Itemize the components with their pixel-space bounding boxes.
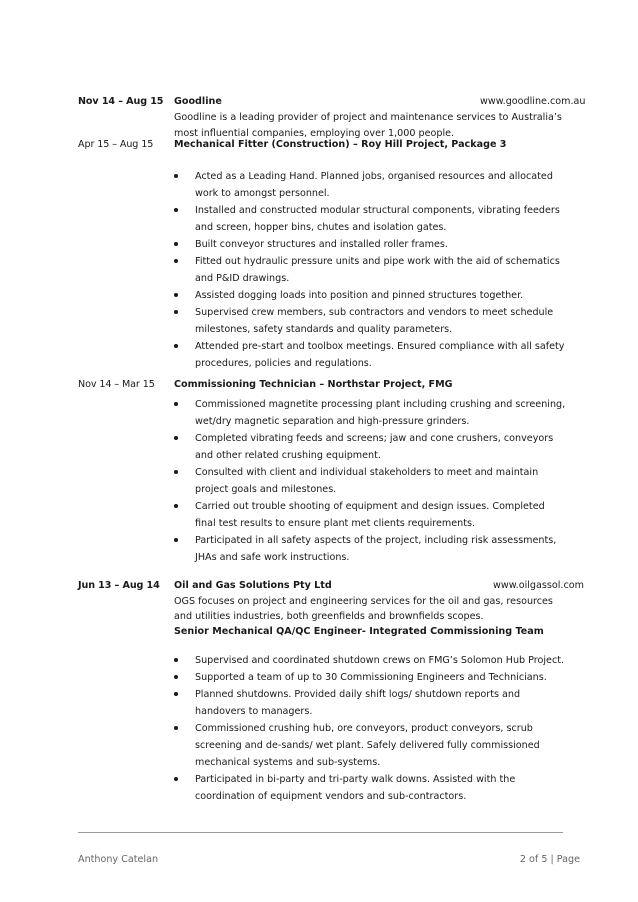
bullet-icon — [174, 675, 178, 679]
footer-author: Anthony Catelan — [78, 854, 159, 865]
bullet-icon — [174, 692, 178, 696]
footer-page-number: 2 of 5 | Page — [519, 854, 580, 865]
bullet-line: Supervised crew members, sub contractors and vendors to meet schedule — [195, 307, 554, 318]
footer-divider — [78, 832, 563, 833]
bullet-icon — [174, 538, 178, 542]
bullet-icon — [174, 726, 178, 730]
bullet-line: Carried out trouble shooting of equipment and design issues. Completed — [195, 501, 545, 512]
bullet-line: Completed vibrating feeds and screens; jaw and cone crushers, conveyors — [195, 433, 554, 444]
bullet-line: Consulted with client and individual stakeholders to meet and maintain — [195, 467, 539, 478]
bullet-icon — [174, 174, 178, 178]
bullet-line: Acted as a Leading Hand. Planned jobs, organised resources and allocated — [195, 171, 553, 182]
entry-date: Apr 15 – Aug 15 — [78, 139, 154, 150]
bullet-icon — [174, 402, 178, 406]
bullet-line: Participated in bi-party and tri-party walk downs. Assisted with the — [195, 774, 516, 785]
bullet-line: Installed and constructed modular structural components, vibrating feeders — [195, 205, 560, 216]
bullet-line: Participated in all safety aspects of the project, including risk assessments, — [195, 535, 557, 546]
bullet-line: wet/dry magnetic separation and high-pressure grinders. — [195, 416, 470, 427]
company-url[interactable]: www.goodline.com.au — [480, 96, 586, 107]
bullet-icon — [174, 658, 178, 662]
company-name: Oil and Gas Solutions Pty Ltd — [174, 580, 332, 591]
bullet-line: Attended pre-start and toolbox meetings. Ensured compliance with all safety — [195, 341, 565, 352]
bullet-line: Built conveyor structures and installed roller frames. — [195, 239, 448, 250]
role-title: Senior Mechanical QA/QC Engineer- Integrated Commissioning Team — [174, 626, 544, 637]
entry-date: Nov 14 – Mar 15 — [78, 379, 155, 390]
bullet-line: work to amongst personnel. — [195, 188, 330, 199]
bullet-line: Planned shutdowns. Provided daily shift logs/ shutdown reports and — [195, 689, 521, 700]
bullet-icon — [174, 242, 178, 246]
bullet-line: procedures, policies and regulations. — [195, 358, 372, 369]
bullet-line: coordination of equipment vendors and sub-contractors. — [195, 791, 467, 802]
bullet-line: Commissioned magnetite processing plant including crushing and screening, — [195, 399, 566, 410]
bullet-line: mechanical systems and sub-systems. — [195, 757, 381, 768]
bullet-icon — [174, 436, 178, 440]
bullet-icon — [174, 208, 178, 212]
bullet-line: Supported a team of up to 30 Commissioning Engineers and Technicians. — [195, 672, 547, 683]
bullet-line: Supervised and coordinated shutdown crews on FMG’s Solomon Hub Project. — [195, 655, 565, 666]
company-url[interactable]: www.oilgassol.com — [493, 580, 584, 591]
company-name: Goodline — [174, 96, 222, 107]
bullet-line: and other related crushing equipment. — [195, 450, 381, 461]
company-description-line: Goodline is a leading provider of project and maintenance services to Australia’s — [174, 112, 562, 123]
bullet-line: Assisted dogging loads into position and pinned structures together. — [195, 290, 524, 301]
bullet-icon — [174, 310, 178, 314]
bullet-line: final test results to ensure plant met clients requirements. — [195, 518, 476, 529]
bullet-line: and screen, hopper bins, chutes and isolation gates. — [195, 222, 447, 233]
bullet-line: handovers to managers. — [195, 706, 313, 717]
bullet-icon — [174, 344, 178, 348]
bullet-icon — [174, 259, 178, 263]
bullet-line: screening and de-sands/ wet plant. Safely delivered fully commissioned — [195, 740, 540, 751]
bullet-line: Commissioned crushing hub, ore conveyors, product conveyors, scrub — [195, 723, 533, 734]
company-description-line: most influential companies, employing over 1,000 people. — [174, 128, 455, 139]
company-description-line: and utilities industries, both greenfields and brownfields scopes. — [174, 611, 484, 622]
bullet-line: and P&ID drawings. — [195, 273, 290, 284]
bullet-icon — [174, 293, 178, 297]
bullet-icon — [174, 504, 178, 508]
role-title: Commissioning Technician – Northstar Project, FMG — [174, 379, 453, 390]
entry-date: Nov 14 – Aug 15 — [78, 96, 164, 107]
bullet-icon — [174, 470, 178, 474]
role-title: Mechanical Fitter (Construction) – Roy Hill Project, Package 3 — [174, 139, 507, 150]
bullet-line: Fitted out hydraulic pressure units and pipe work with the aid of schematics — [195, 256, 560, 267]
bullet-line: milestones, safety standards and quality parameters. — [195, 324, 453, 335]
bullet-line: JHAs and safe work instructions. — [195, 552, 350, 563]
entry-date: Jun 13 – Aug 14 — [78, 580, 160, 591]
bullet-line: project goals and milestones. — [195, 484, 337, 495]
bullet-icon — [174, 777, 178, 781]
company-description-line: OGS focuses on project and engineering services for the oil and gas, resources — [174, 596, 553, 607]
